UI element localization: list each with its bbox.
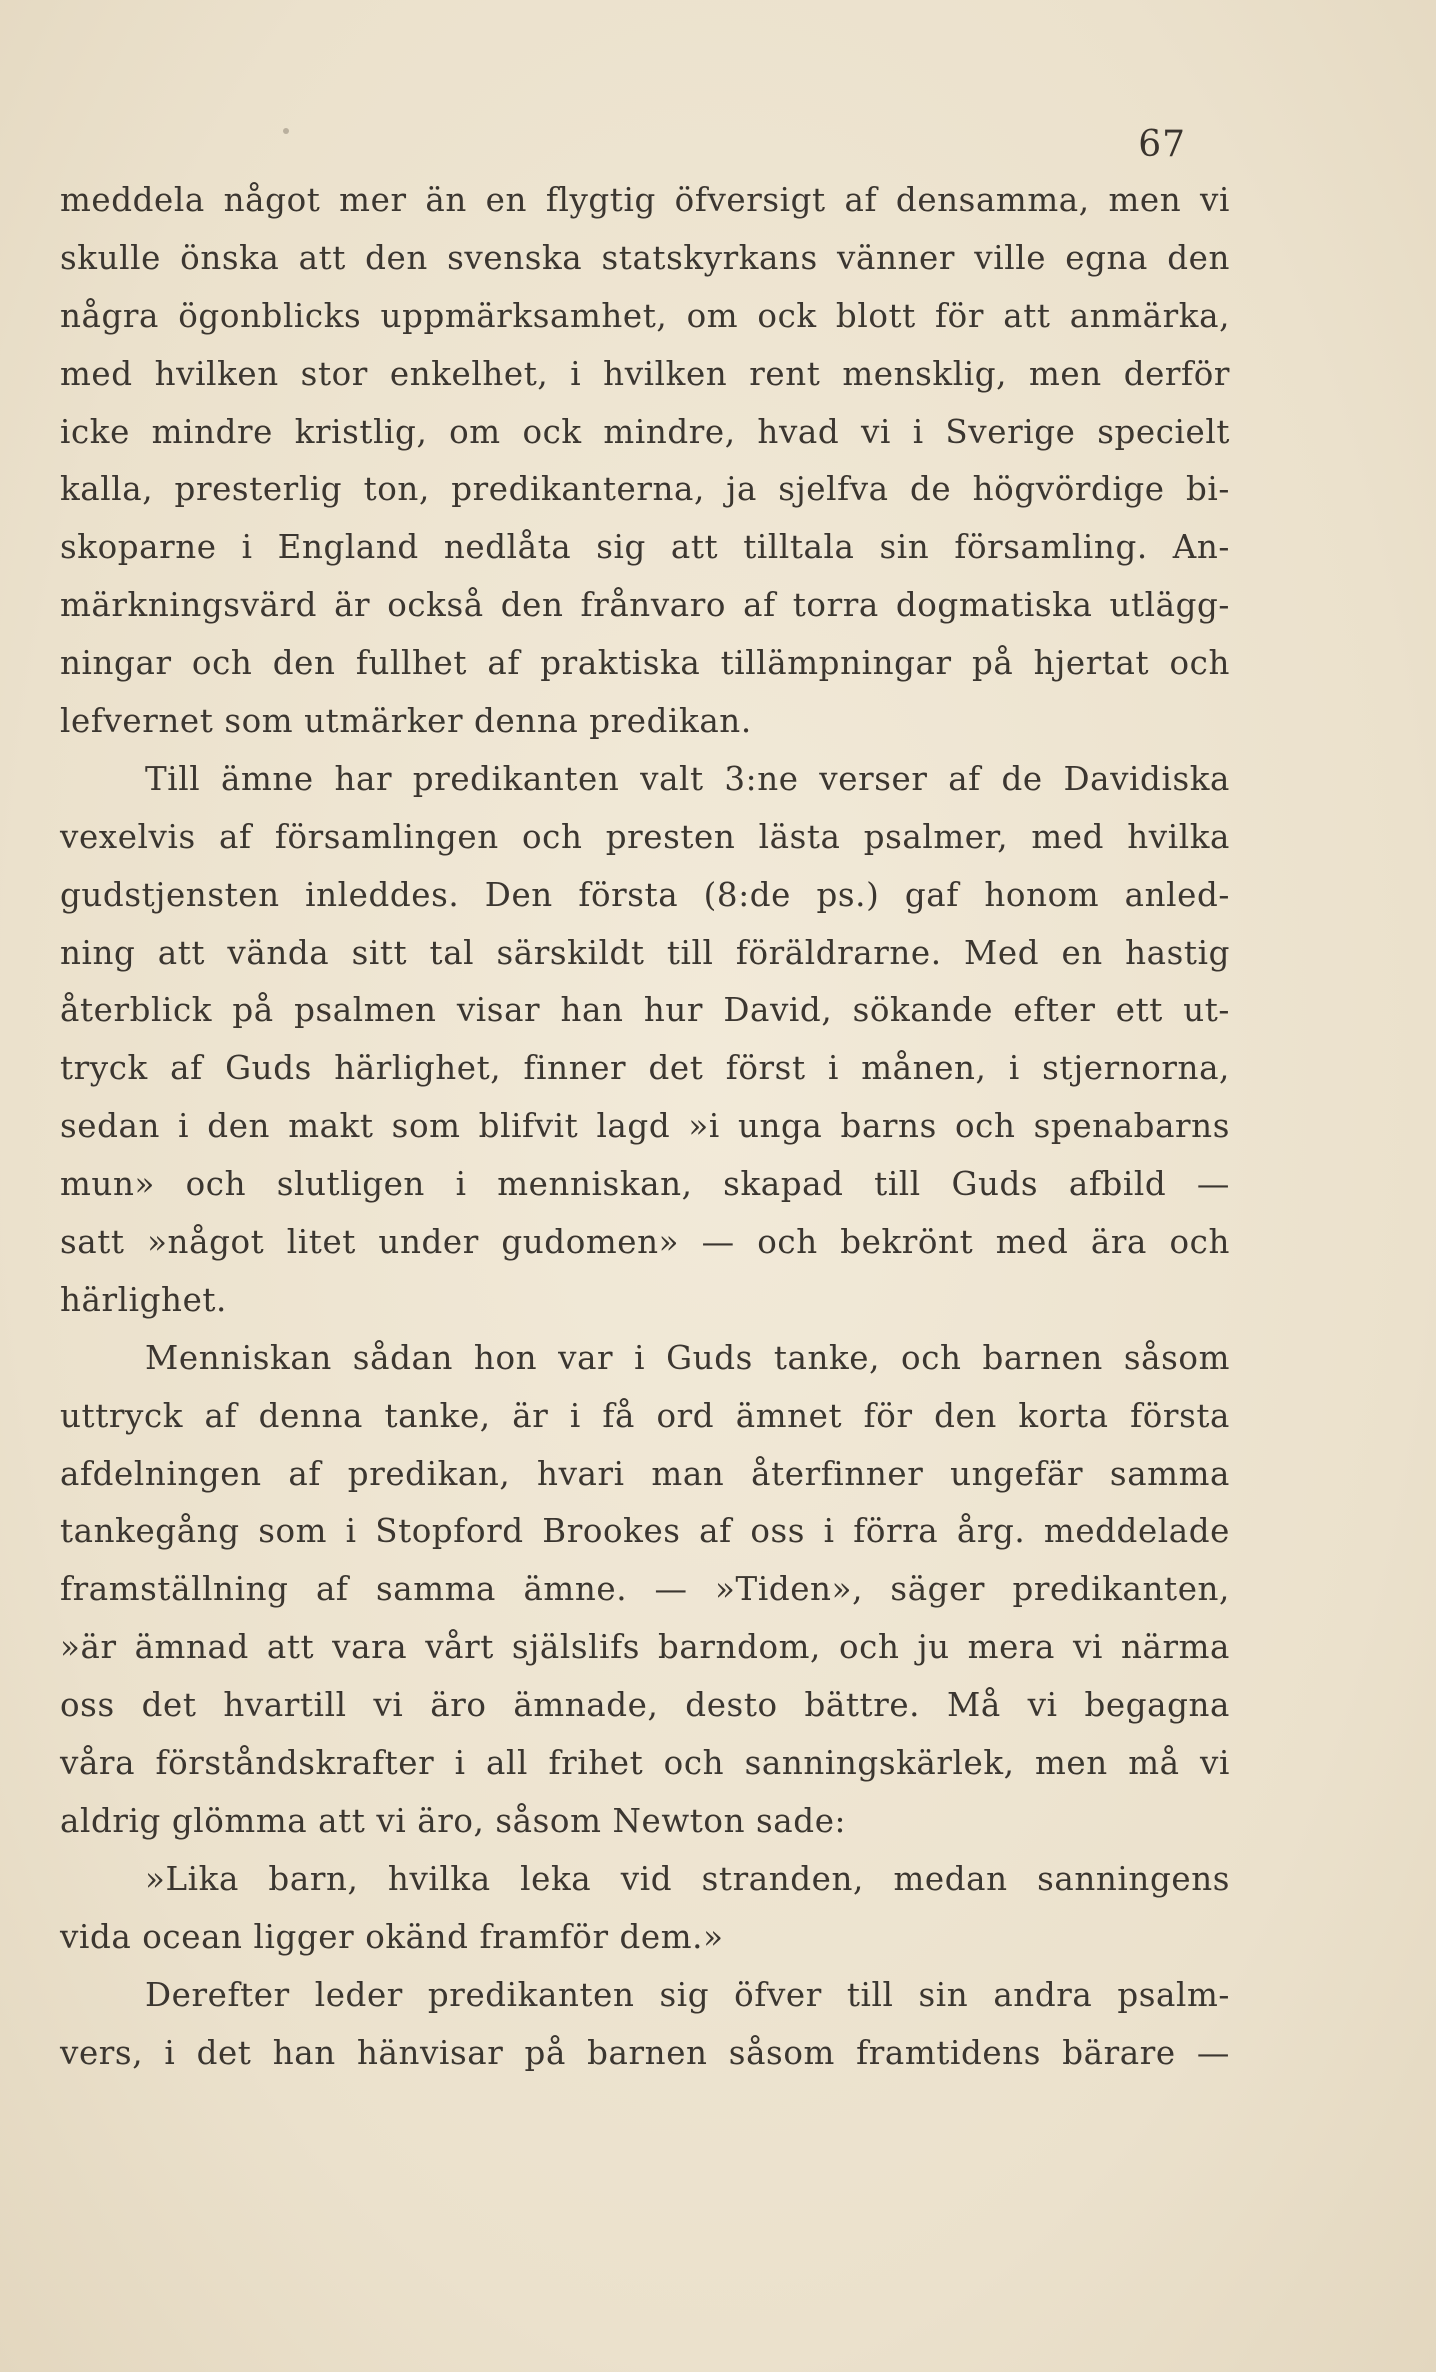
- text-line: våra förståndskrafter i all frihet och sanningskärlek, men må vi: [60, 1744, 1230, 1783]
- text-line: återblick på psalmen visar han hur David, sökande efter ett ut-: [60, 991, 1230, 1030]
- text-line: gudstjensten inleddes. Den första (8:de ps.) gaf honom anled-: [60, 875, 1230, 914]
- text-line: icke mindre kristlig, om ock mindre, hvad vi i Sverige specielt: [60, 412, 1230, 451]
- text-line: med hvilken stor enkelhet, i hvilken rent mensklig, men derför: [60, 354, 1230, 393]
- text-line: afdelningen af predikan, hvari man återfinner ungefär samma: [60, 1454, 1230, 1493]
- text-line: uttryck af denna tanke, är i få ord ämnet för den korta första: [60, 1396, 1230, 1435]
- text-line: kalla, presterlig ton, predikanterna, ja sjelfva de högvördige bi-: [60, 470, 1230, 509]
- text-line: Till ämne har predikanten valt 3:ne verser af de Davidiska: [145, 759, 1230, 798]
- text-line: skulle önska att den svenska statskyrkans vänner ville egna den: [60, 238, 1230, 277]
- page-number: 67: [1138, 124, 1186, 165]
- text-line: »är ämnad att vara vårt själslifs barndom, och ju mera vi närma: [60, 1628, 1230, 1667]
- text-line: Menniskan sådan hon var i Guds tanke, och barnen såsom: [145, 1338, 1230, 1377]
- text-line: några ögonblicks uppmärksamhet, om ock blott för att anmärka,: [60, 296, 1230, 335]
- text-line: aldrig glömma att vi äro, såsom Newton sade:: [60, 1801, 847, 1840]
- text-line: tryck af Guds härlighet, finner det först i månen, i stjernorna,: [60, 1049, 1230, 1088]
- text-line: satt »något litet under gudomen» — och bekrönt med ära och: [60, 1223, 1230, 1262]
- text-line: oss det hvartill vi äro ämnade, desto bättre. Må vi begagna: [60, 1686, 1230, 1725]
- text-line: vexelvis af församlingen och presten lästa psalmer, med hvilka: [60, 817, 1230, 856]
- text-line: härlighet.: [60, 1280, 227, 1319]
- body-text: [60, 172, 1230, 2082]
- ink-speck: [283, 128, 289, 134]
- text-line: meddela något mer än en flygtig öfversigt af densamma, men vi: [60, 181, 1230, 219]
- text-line: framställning af samma ämne. — »Tiden», säger predikanten,: [60, 1570, 1230, 1609]
- text-line: »Lika barn, hvilka leka vid stranden, medan sanningens: [145, 1859, 1230, 1898]
- text-line: märkningsvärd är också den frånvaro af torra dogmatiska utlägg-: [60, 586, 1230, 625]
- text-line: ningar och den fullhet af praktiska tillämpningar på hjertat och: [60, 644, 1230, 683]
- text-line: ning att vända sitt tal särskildt till föräldrarne. Med en hastig: [60, 933, 1230, 972]
- text-line: vida ocean ligger okänd framför dem.»: [60, 1917, 724, 1956]
- text-line: Derefter leder predikanten sig öfver till sin andra psalm-: [145, 1975, 1230, 2014]
- text-line: tankegång som i Stopford Brookes af oss i förra årg. meddelade: [60, 1512, 1230, 1551]
- text-line: skoparne i England nedlåta sig att tilltala sin församling. An-: [60, 528, 1230, 567]
- text-line: mun» och slutligen i menniskan, skapad till Guds afbild —: [60, 1165, 1230, 1204]
- text-line: sedan i den makt som blifvit lagd »i unga barns och spenabarns: [60, 1107, 1230, 1146]
- text-line: vers, i det han hänvisar på barnen såsom framtidens bärare —: [60, 2033, 1230, 2072]
- text-line: lefvernet som utmärker denna predikan.: [60, 702, 752, 741]
